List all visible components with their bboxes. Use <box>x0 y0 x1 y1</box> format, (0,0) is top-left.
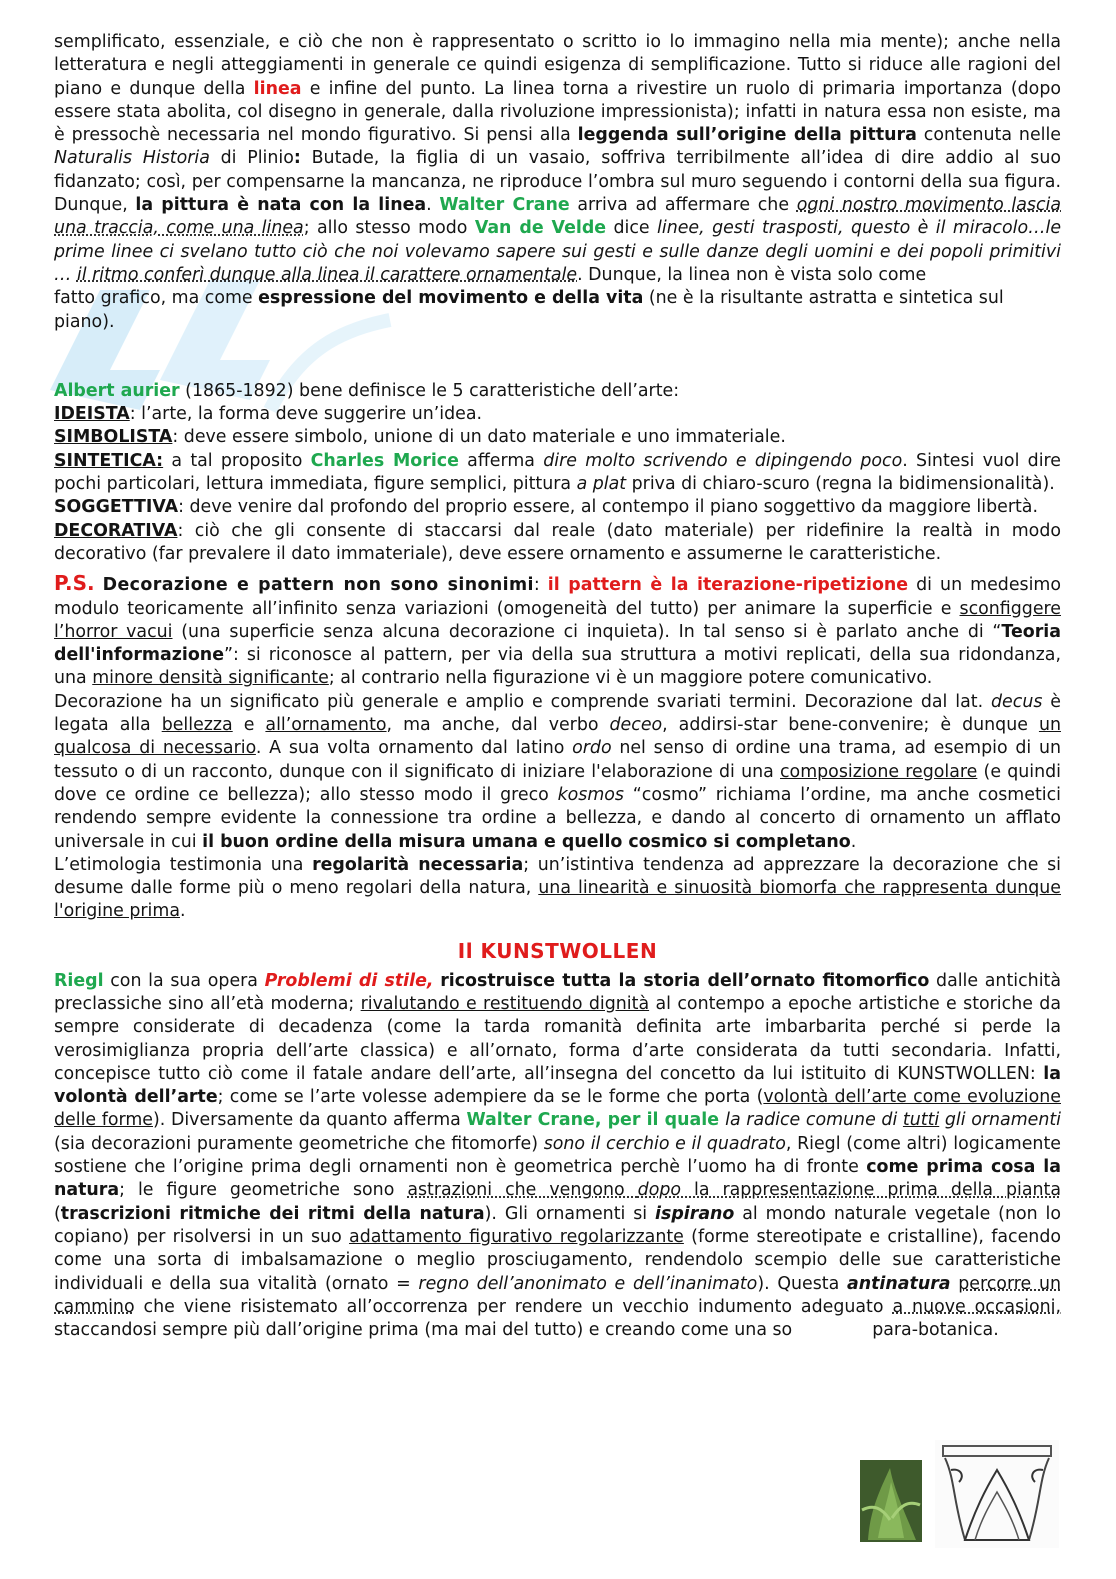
sintetica-item: SINTETICA: a tal proposito Charles Morice afferma dire molto scrivendo e dipingendo poco. Sintesi vuol dire pochi particolari, lettura immediata, figure semplici, pittura a plat priva di chiaro-scuro (regna la bidimensionalità). <box>54 450 1062 495</box>
albert-aurier-name: Albert aurier <box>54 380 180 401</box>
acanthus-plant-photo <box>860 1460 922 1542</box>
corinthian-capital-drawing <box>935 1440 1059 1548</box>
walter-crane-name-2: Walter Crane <box>466 1110 595 1131</box>
velde-quote: linee, gesti trasposti, questo è il miracolo…le prime linee ci svelano tutto ciò che noi volevamo sapere sui gesti e sulle danze degli uomini e dei popoli primitivi … <box>54 218 1062 285</box>
aurier-intro: Albert aurier (1865-1892) bene definisce le 5 caratteristiche dell’arte: <box>54 380 680 401</box>
etimologia-paragraph: L’etimologia testimonia una regolarità necessaria; un’istintiva tendenza ad apprezzare la decorazione che si desume dalle forme più o meno regolari della natura, una linearità e sinuosità biomorfa che rappresenta dunque l'origine prima. <box>54 854 1061 922</box>
van-de-velde-name: Van de Velde <box>474 218 607 239</box>
soggettiva-item: SOGGETTIVA: deve venire dal profondo del proprio essere, al contempo il piano soggettivo da maggiore libertà. <box>54 497 1038 518</box>
decorazione-paragraph: Decorazione ha un significato più generale e amplio e comprende svariati termini. Decorazione dal lat. decus è legata alla bellezza e all’ornamento, ma anche, dal verbo deceo, addirsi-star bene-convenire; è dunque un qualcosa di necessario. A sua volta ornamento dal latino ordo nel senso di ordine una trama, ad esempio di un tessuto o di un racconto, dunque con il significato di iniziare l'elaborazione di una composizione regolare (e quindi dove ce ordine ce bellezza); allo stesso modo il greco kosmos “cosmo” richiama l’ordine, ma anche cosmetici rendendo sempre evidente la connessione tra ordine a bellezza, e dando al concerto di ornamento un afflato universale in cui il buon ordine della misura umana e quello cosmico si completano. <box>54 691 1062 852</box>
document-page <box>54 31 1061 1342</box>
linea-term: linea <box>253 78 302 99</box>
ps-label: P.S. <box>54 571 95 596</box>
kunstwollen-heading: Il KUNSTWOLLEN <box>457 938 658 963</box>
problemi-di-stile-title: Problemi di stile, <box>264 970 434 991</box>
intro-paragraph-end: fatto grafico, ma come espressione del movimento e della vita (ne è la risultante astratta e sintetica sul piano). <box>54 288 1004 332</box>
kunstwollen-paragraph: Riegl con la sua opera Problemi di stile, ricostruisce tutta la storia dell’ornato fitomorfico dalle antichità preclassiche sino all’età moderna; rivalutando e restituendo dignità al contempo a epoche artistiche e storiche da sempre considerate di decadenza (come la tarda romanità definita arte imbarbarita perché si perde la verosimiglianza propria dell’arte classica) e all’ornato, forma d’arte considerata da tutti secondaria. Infatti, concepisce tutto ciò come il fatale andare dell’arte, all’insegna del concetto da lui istituito di KUNSTWOLLEN: la volontà dell’arte; come se l’arte volesse adempiere da se le forme che porta (volontà dell’arte come evoluzione delle forme). Diversamente da quanto afferma Walter Crane, per il quale la radice comune di tutti gli ornamenti (sia decorazioni puramente geometriche che fitomorfe) sono il cerchio e il quadrato, Riegl (come altri) logicamente sostiene che l’origine prima degli ornamenti non è geometrica perchè l’uomo ha di fronte come prima cosa la natura; le figure geometriche sono astrazioni che vengono dopo la rappresentazione prima della pianta (trascrizioni ritmiche dei ritmi della natura). Gli ornamenti si ispirano al mondo naturale vegetale (non lo copiano) per risolversi in un suo adattamento figurativo regolarizzante (forme stereotipate e cristalline), facendo come una sorta di imbalsamazione o meglio prosciugamento, rendendolo scempio delle sue caratteristiche individuali e della sua vitalità (ornato = regno dell’anonimato e dell’inanimato). Questa antinatura percorre un cammino che viene risistemato all’occorrenza per rendere un vecchio indumento adeguato a nuove occasioni, staccandosi sempre più dall’origine prima (ma mai del tutto) e creando come una so para-botanica. <box>54 970 1062 1341</box>
intro-paragraph: semplificato, essenziale, e ciò che non è rappresentato o scritto io lo immagino nella mia mente); anche nella letteratura e negli atteggiamenti in generale ce quindi esigenza di semplificazione. Tutto si riduce alle ragioni del piano e dunque della linea e infine del punto. La linea torna a rivestire un ruolo di primaria importanza (dopo essere stata abolita, col disegno in generale, dalla rivoluzione impressionista); infatti in natura essa non esiste, ma è pressochè necessaria nel mondo figurativo. Si pensi alla leggenda sull’origine della pittura contenuta nelle Naturalis Historia di Plinio: Butade, la figlia di un vasaio, soffriva terribilmente all’idea di dire addio al suo fidanzato; così, per compensarne la mancanza, ne riproduce l’ombra sul muro seguendo i contorni della sua figura. Dunque, la pittura è nata con la linea. Walter Crane arriva ad affermare che ogni nostro movimento lascia una traccia, come una linea; allo stesso modo Van de Velde dice linee, gesti trasposti, questo è il miracolo…le prime linee ci svelano tutto ciò che noi volevamo sapere sui gesti e sulle danze degli uomini e dei popoli primitivi … il ritmo conferì dunque alla linea il carattere ornamentale. Dunque, la linea non è vista solo come <box>54 32 1062 285</box>
riegl-name: Riegl <box>54 970 104 991</box>
simbolista-item: SIMBOLISTA: deve essere simbolo, unione di un dato materiale e uno immateriale. <box>54 427 786 448</box>
crane-quote: ogni nostro movimento lascia una traccia, come una linea <box>54 195 1061 239</box>
ideista-item: IDEISTA: l’arte, la forma deve suggerire un’idea. <box>54 404 483 425</box>
leggenda-term: leggenda sull’origine della pittura <box>577 125 917 146</box>
walter-crane-name: Walter Crane <box>439 195 570 216</box>
charles-morice-name: Charles Morice <box>310 450 459 471</box>
decorativa-item: DECORATIVA: ciò che gli consente di staccarsi dal reale (dato materiale) per ridefinire la realtà in modo decorativo (far prevalere il dato immateriale), deve essere ornamento e assumerne le caratteristiche. <box>54 520 1061 564</box>
ps-paragraph: P.S. Decorazione e pattern non sono sinonimi: il pattern è la iterazione-ripetizione di un medesimo modulo teoricamente all’infinito senza variazioni (omogeneità del tutto) per animare la superficie e sconfiggere l’horror vacui (una superficie senza alcuna decorazione ci inquieta). In tal senso si è parlato anche di “Teoria dell'informazione”: si riconosce al pattern, per via della sua struttura a motivi replicati, della sua ridondanza, una minore densità significante; al contrario nella figurazione vi è un maggiore potere comunicativo. <box>54 571 1061 689</box>
